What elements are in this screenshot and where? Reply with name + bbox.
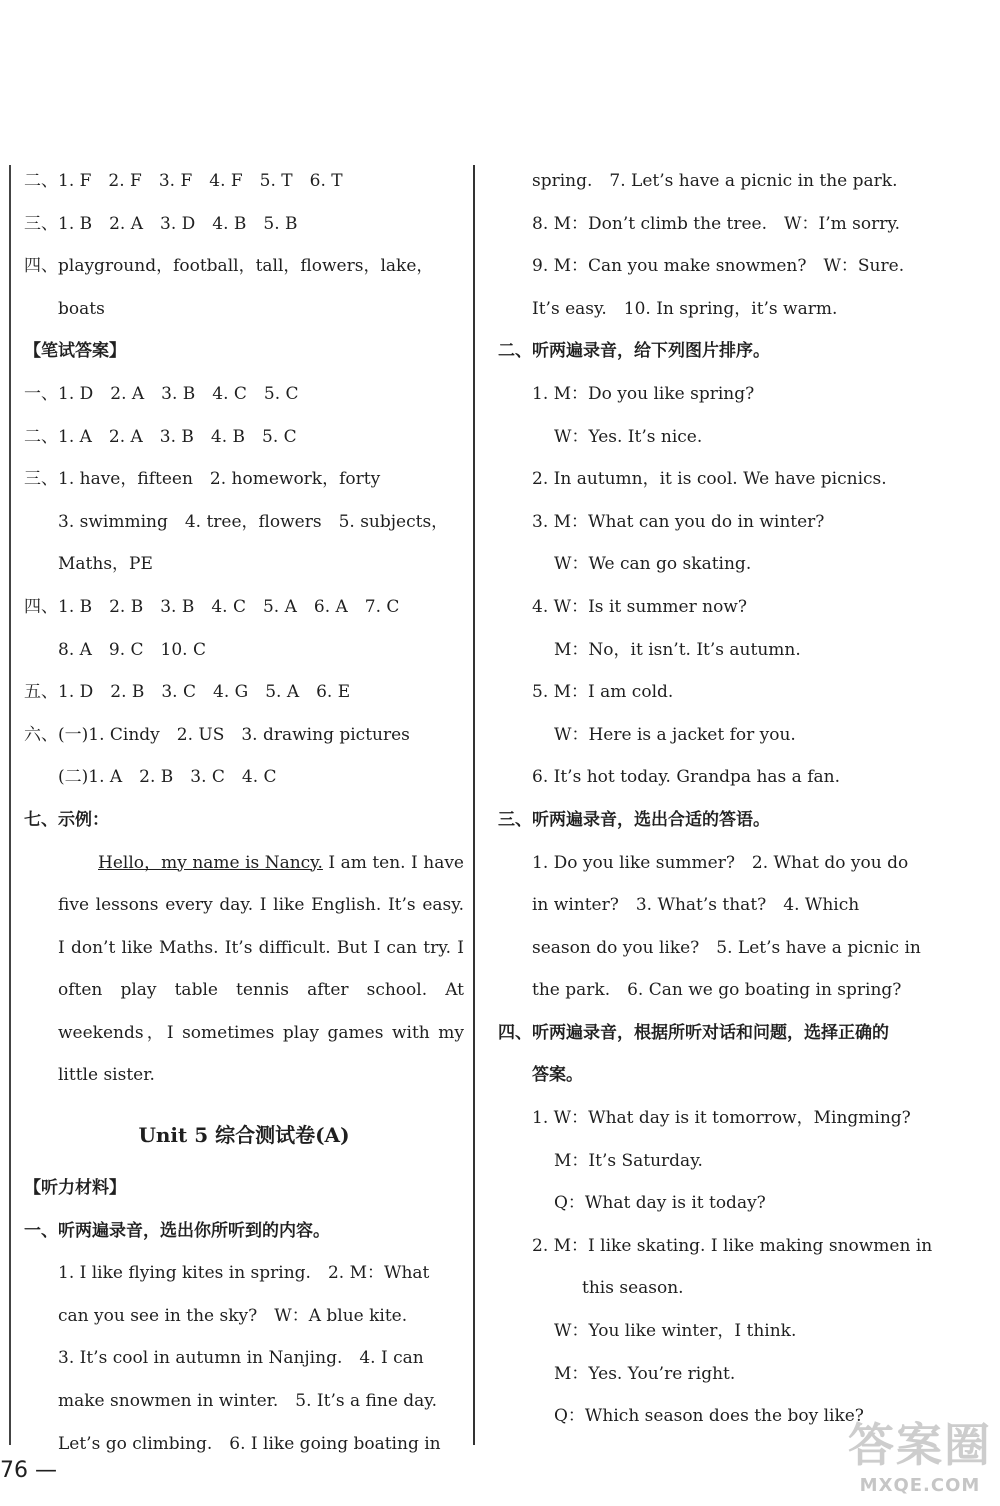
transcript-line: this season. [582, 1278, 684, 1299]
page-footer [0, 1458, 57, 1483]
transcript-line: Q：What day is it today? [554, 1193, 766, 1214]
section-heading: 二、听两遍录音，给下列图片排序。 [498, 341, 770, 362]
transcript-line: 4. W：Is it summer now? [532, 596, 747, 617]
right-column [498, 160, 988, 1438]
transcript-line: Let’s go climbing. 6. I like going boating in [58, 1433, 441, 1454]
transcript-line: 1. Do you like summer? 2. What do you do [532, 852, 909, 873]
column-divider [473, 165, 475, 1445]
answer-line: 一、1. D 2. A 3. B 4. C 5. C [24, 383, 299, 404]
transcript-line: W：Yes. It’s nice. [554, 426, 703, 447]
transcript-line: the park. 6. Can we go boating in spring? [532, 980, 902, 1001]
section-heading: 【笔试答案】 [24, 341, 126, 362]
answer-line: 8. A 9. C 10. C [58, 639, 206, 660]
transcript-line: W：We can go skating. [554, 554, 752, 575]
answer-line: boats [58, 298, 105, 319]
section-heading: 答案。 [532, 1065, 583, 1086]
transcript-line: 2. M：I like skating. I like making snowmen in [532, 1235, 933, 1256]
answer-line: 三、1. B 2. A 3. D 4. B 5. B [24, 213, 298, 234]
watermark-logo-text: 答案圈 [848, 1418, 992, 1472]
answer-line: 二、1. F 2. F 3. F 4. F 5. T 6. T [24, 171, 343, 191]
answer-line: (二)1. A 2. B 3. C 4. C [58, 767, 277, 788]
transcript-line: 2. In autumn，it is cool. We have picnics. [532, 469, 887, 490]
watermark [848, 1409, 992, 1496]
answer-line: Maths，PE [58, 554, 153, 575]
answer-line: 3. swimming 4. tree，flowers 5. subjects， [58, 511, 449, 532]
answer-line: 四、1. B 2. B 3. B 4. C 5. A 6. A 7. C [24, 596, 400, 617]
transcript-line: season do you like? 5. Let’s have a picnic in [532, 937, 921, 958]
unit-title: Unit 5 综合测试卷(A) [138, 1123, 350, 1148]
left-margin-rule [9, 165, 11, 1445]
essay-text: I am ten. I have five lessons every day. I like English. It’s easy. I don’t like Maths. It’s difficult. But I can try. I often play table tennis after school. At weekends，I sometimes play games with my little sister. [58, 852, 464, 1086]
footer-dash: — [35, 1458, 57, 1483]
transcript-line: W：You like winter，I think. [554, 1321, 797, 1342]
transcript-line: Q：Which season does the boy like? [554, 1406, 864, 1427]
answer-line: 二、1. A 2. A 3. B 4. B 5. C [24, 426, 297, 447]
transcript-line: can you see in the sky? W：A blue kite. [58, 1305, 408, 1326]
watermark-url: MXQE.COM [859, 1475, 981, 1496]
transcript-line: W：Here is a jacket for you. [554, 724, 796, 745]
section-heading: 四、听两遍录音，根据所听对话和问题，选择正确的 [498, 1022, 889, 1043]
transcript-line: spring. 7. Let’s have a picnic in the park. [532, 171, 898, 191]
answer-line: 三、1. have，fifteen 2. homework，forty [24, 469, 381, 490]
transcript-line: in winter? 3. What’s that? 4. Which [532, 895, 860, 916]
transcript-line: 1. W：What day is it tomorrow，Mingming? [532, 1108, 911, 1129]
transcript-line: 1. M：Do you like spring? [532, 383, 755, 404]
transcript-line: M：It’s Saturday. [554, 1150, 703, 1171]
transcript-line: M：Yes. You’re right. [554, 1363, 736, 1384]
transcript-line: It’s easy. 10. In spring，it’s warm. [532, 298, 838, 319]
transcript-line: 8. M：Don’t climb the tree. W：I’m sorry. [532, 213, 901, 234]
transcript-line: 9. M：Can you make snowmen? W：Sure. [532, 256, 905, 277]
answer-line: 六、(一)1. Cindy 2. US 3. drawing pictures [24, 724, 410, 745]
transcript-line: 3. It’s cool in autumn in Nanjing. 4. I can [58, 1348, 424, 1369]
transcript-line: M：No，it isn’t. It’s autumn. [554, 639, 801, 660]
page-number: 76 [0, 1458, 28, 1483]
transcript-line: 3. M：What can you do in winter? [532, 511, 825, 532]
answer-line: 四、playground，football，tall，flowers，lake， [24, 256, 434, 277]
transcript-line: 5. M：I am cold. [532, 682, 674, 703]
left-column [24, 160, 464, 1465]
essay-underlined: Hello，my name is Nancy. [98, 852, 323, 873]
section-heading: 三、听两遍录音，选出合适的答语。 [498, 809, 770, 830]
section-heading: 【听力材料】 [24, 1178, 126, 1199]
transcript-line: make snowmen in winter. 5. It’s a fine day. [58, 1391, 438, 1412]
sample-essay [24, 842, 464, 1098]
transcript-line: 6. It’s hot today. Grandpa has a fan. [532, 767, 840, 788]
section-heading: 一、听两遍录音，选出你所听到的内容。 [24, 1220, 330, 1241]
transcript-line: 1. I like flying kites in spring. 2. M：What [58, 1263, 430, 1284]
answer-line: 五、1. D 2. B 3. C 4. G 5. A 6. E [24, 682, 351, 703]
answer-line: 七、示例： [24, 809, 109, 830]
